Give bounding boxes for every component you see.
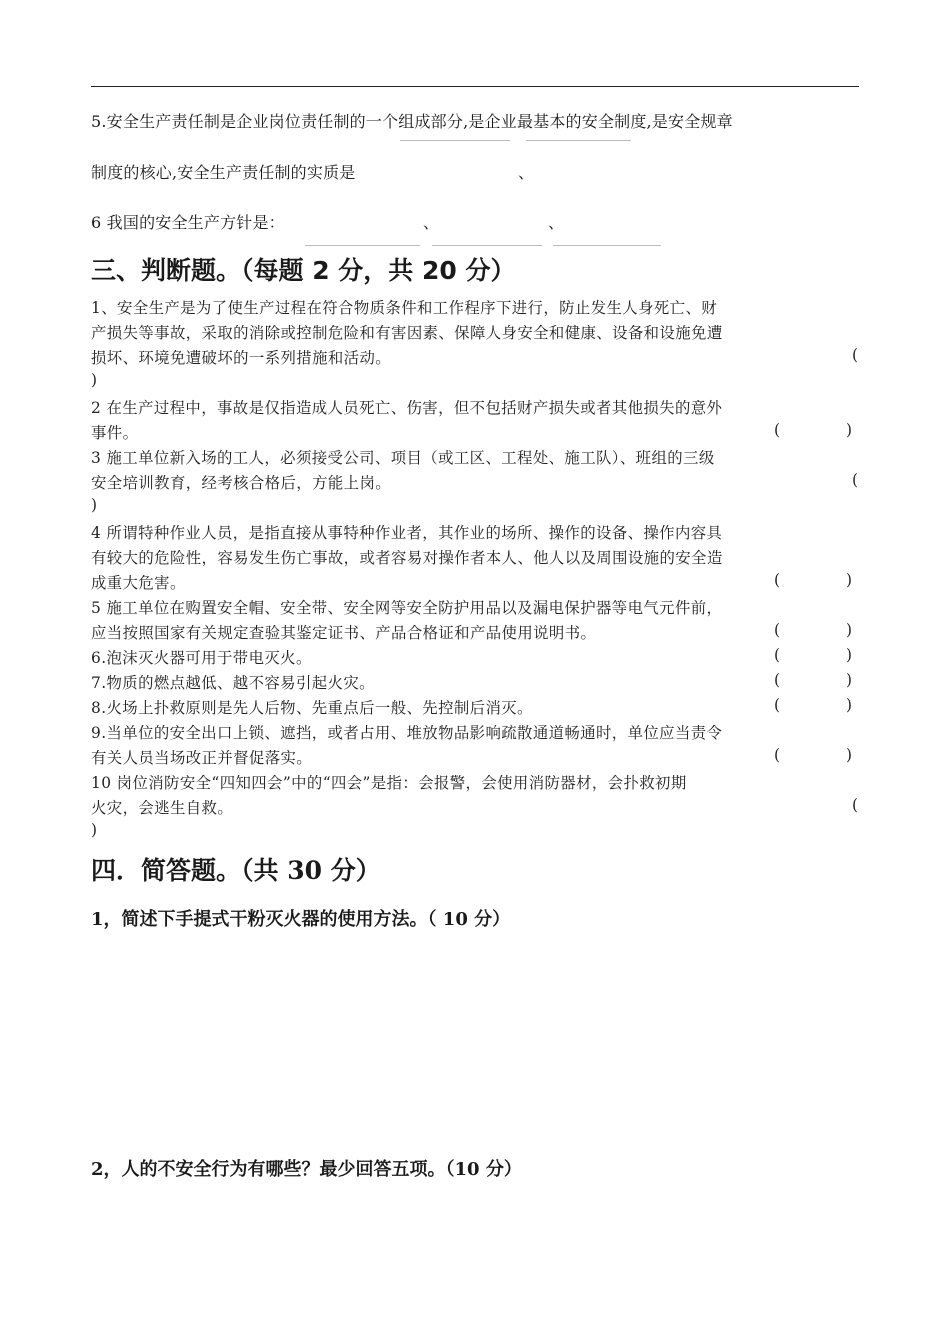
question-text: 10 岗位消防安全“四知四会”中的“四会”是指：会报警，会使用消防器材，会扑救初期	[91, 774, 687, 792]
answer-paren-close: )	[846, 671, 853, 689]
blank-separator: 、	[518, 163, 535, 182]
answer-paren-close: )	[846, 571, 853, 589]
answer-paren-open[interactable]: (	[852, 471, 859, 489]
q5-line-2: 制度的核心,安全生产责任制的实质是	[91, 163, 356, 182]
question-text: 有关人员当场改正并督促落实。	[91, 749, 313, 767]
answer-paren-close: )	[91, 821, 98, 839]
answer-paren-close: )	[846, 646, 853, 664]
answer-paren-close: )	[846, 696, 853, 714]
answer-paren-open[interactable]: (	[774, 646, 781, 664]
question-text: 2 在生产过程中，事故是仅指造成人员死亡、伤害，但不包括财产损失或者其他损失的意外	[91, 399, 723, 417]
answer-paren-open[interactable]: (	[774, 421, 781, 439]
answer-blank[interactable]	[432, 245, 542, 246]
question-text: 火灾，会逃生自救。	[91, 799, 234, 817]
blank-separator: 、	[548, 213, 565, 232]
answer-paren-close: )	[91, 496, 98, 514]
answer-blank[interactable]	[305, 245, 420, 246]
question-text: 6.泡沫灭火器可用于带电灭火。	[91, 649, 312, 667]
short-answer-question: 1，简述下手提式干粉灭火器的使用方法。（ 10 分）	[91, 909, 511, 930]
short-answer-question: 2，人的不安全行为有哪些？最少回答五项。（10 分）	[91, 1159, 522, 1180]
question-text: 成重大危害。	[91, 574, 186, 592]
question-text: 有较大的危险性，容易发生伤亡事故，或者容易对操作者本人、他人以及周围设施的安全造	[91, 549, 723, 567]
header-rule	[91, 86, 859, 87]
question-text: 8.火场上扑救原则是先人后物、先重点后一般、先控制后消灭。	[91, 699, 533, 717]
section-title: 三、判断题。（每题 2 分，共 20 分）	[91, 256, 516, 285]
answer-paren-open[interactable]: (	[774, 696, 781, 714]
q5-line-1: 5.安全生产责任制是企业岗位责任制的一个组成部分,是企业最基本的安全制度,是安全规章	[91, 112, 733, 131]
answer-paren-open[interactable]: (	[852, 346, 859, 364]
answer-paren-close: )	[846, 421, 853, 439]
q6-text: 6 我国的安全生产方针是：	[91, 213, 285, 232]
answer-blank[interactable]	[526, 140, 631, 141]
answer-blank[interactable]	[553, 245, 661, 246]
answer-paren-open[interactable]: (	[852, 796, 859, 814]
answer-paren-open[interactable]: (	[774, 746, 781, 764]
answer-paren-close: )	[846, 621, 853, 639]
answer-paren-close: )	[91, 371, 98, 389]
question-text: 3 施工单位新入场的工人，必须接受公司、项目（或工区、工程处、施工队）、班组的三级	[91, 449, 715, 467]
question-text: 1、安全生产是为了使生产过程在符合物质条件和工作程序下进行，防止发生人身死亡、财	[91, 299, 718, 317]
question-text: 产损失等事故，采取的消除或控制危险和有害因素、保障人身安全和健康、设备和设施免遭	[91, 324, 723, 342]
answer-paren-open[interactable]: (	[774, 571, 781, 589]
section-title: 四．简答题。（共 30 分）	[91, 856, 381, 885]
answer-blank[interactable]	[400, 140, 510, 141]
question-text: 事件。	[91, 424, 139, 442]
question-text: 4 所谓特种作业人员，是指直接从事特种作业者，其作业的场所、操作的设备、操作内容具	[91, 524, 723, 542]
question-text: 9.当单位的安全出口上锁、遮挡，或者占用、堆放物品影响疏散通道畅通时，单位应当责令	[91, 724, 723, 742]
answer-paren-open[interactable]: (	[774, 621, 781, 639]
question-text: 5 施工单位在购置安全帽、安全带、安全网等安全防护用品以及漏电保护器等电气元件前，	[91, 599, 723, 617]
question-text: 应当按照国家有关规定查验其鉴定证书、产品合格证和产品使用说明书。	[91, 624, 597, 642]
answer-paren-open[interactable]: (	[774, 671, 781, 689]
question-text: 7.物质的燃点越低、越不容易引起火灾。	[91, 674, 375, 692]
question-text: 损坏、环境免遭破坏的一系列措施和活动。	[91, 349, 392, 367]
question-text: 安全培训教育，经考核合格后，方能上岗。	[91, 474, 392, 492]
blank-separator: 、	[423, 213, 440, 232]
answer-paren-close: )	[846, 746, 853, 764]
